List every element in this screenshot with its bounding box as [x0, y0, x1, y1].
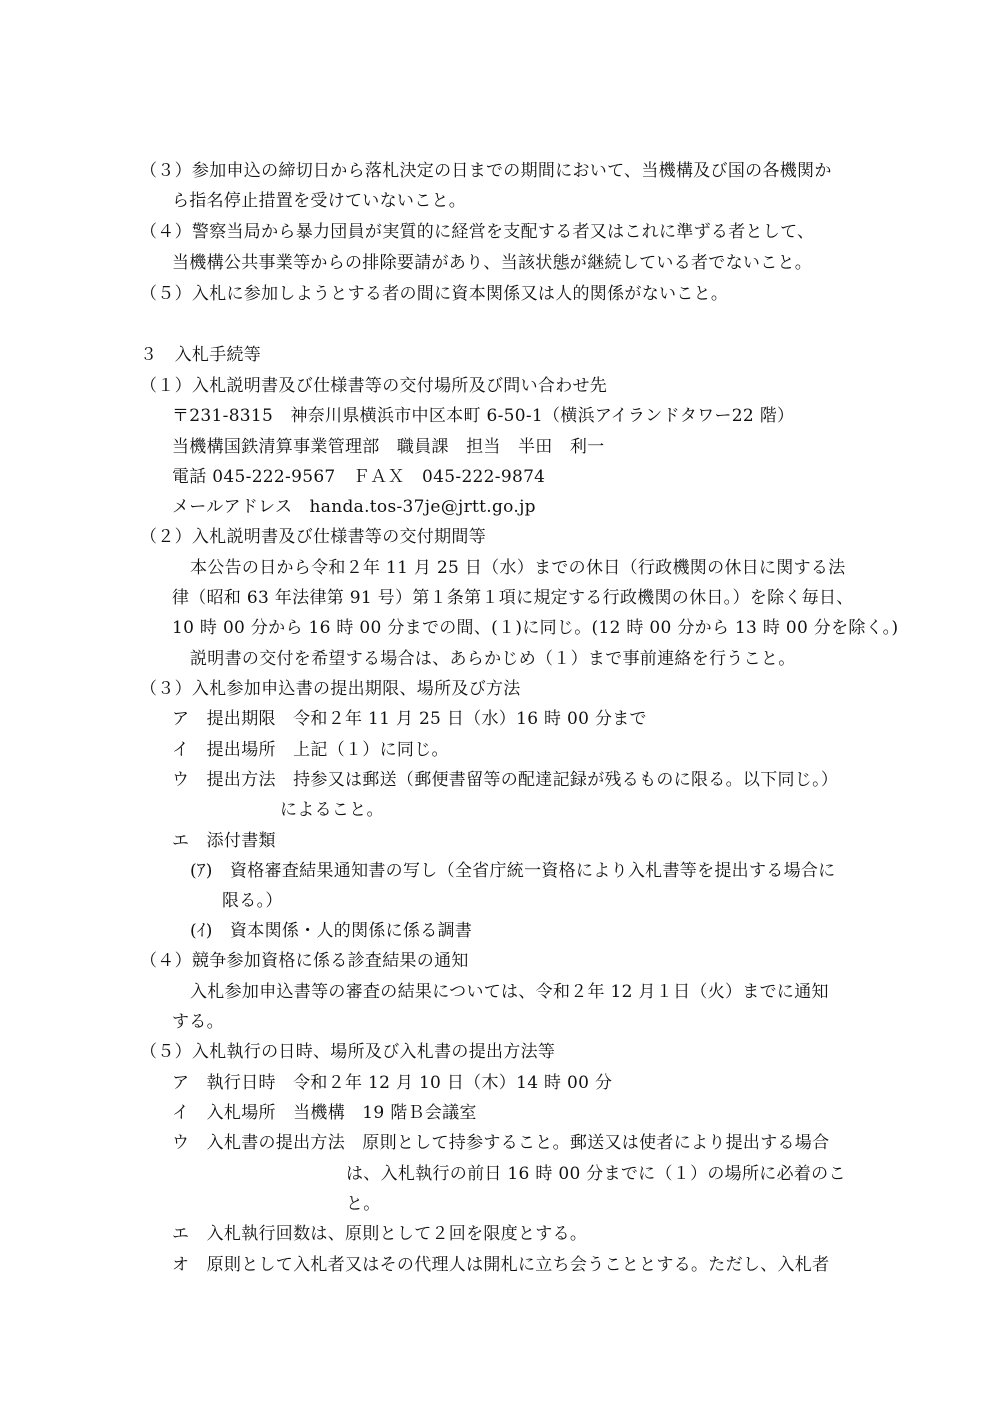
text-line: 説明書の交付を希望する場合は、あらかじめ（１）まで事前連絡を行うこと。 — [190, 649, 796, 669]
subsection-heading: （１）入札説明書及び仕様書等の交付場所及び問い合わせ先 — [140, 376, 608, 396]
list-item: ウ 入札書の提出方法 原則として持参すること。郵送又は使者により提出する場合 — [172, 1133, 830, 1153]
list-item: ウ 提出方法 持参又は郵送（郵便書留等の配達記録が残るものに限る。以下同じ。） — [172, 770, 839, 790]
text-line: は、入札執行の前日 16 時 00 分までに（１）の場所に必着のこ — [346, 1164, 846, 1184]
text-line: （３）参加申込の締切日から落札決定の日までの期間において、当機構及び国の各機関か — [140, 161, 832, 181]
text-line: 10 時 00 分から 16 時 00 分までの間、(１)に同じ。(12 時 00 分から 13 時 00 分を除く。) — [172, 618, 899, 638]
section-heading: ３ 入札手続等 — [140, 345, 262, 365]
list-item: イ 入札場所 当機構 19 階Ｂ会議室 — [172, 1103, 477, 1123]
list-item: ア 提出期限 令和２年 11 月 25 日（水）16 時 00 分まで — [172, 709, 647, 729]
email-line: メールアドレス handa.tos-37je@jrtt.go.jp — [172, 497, 536, 517]
text-line: 当機構国鉄清算事業管理部 職員課 担当 半田 利一 — [172, 437, 605, 457]
subsection-heading: （５）入札執行の日時、場所及び入札書の提出方法等 — [140, 1042, 556, 1062]
list-item: (ｲ) 資本関係・人的関係に係る調書 — [190, 921, 473, 941]
list-item: (ｱ) 資格審査結果通知書の写し（全省庁統一資格により入札書等を提出する場合に — [190, 861, 836, 881]
list-item: ア 執行日時 令和２年 12 月 10 日（木）14 時 00 分 — [172, 1073, 613, 1093]
text-line: 入札参加申込書等の審査の結果については、令和２年 12 月１日（火）までに通知 — [190, 982, 829, 1002]
text-line: 本公告の日から令和２年 11 月 25 日（水）までの休日（行政機関の休日に関する法 — [190, 558, 846, 578]
subsection-heading: （４）競争参加資格に係る診査結果の通知 — [140, 951, 469, 971]
list-item: エ 添付書類 — [172, 831, 276, 851]
text-line: 電話 045‐222‐9567 ＦＡＸ 045‐222‐9874 — [172, 467, 546, 487]
list-item: イ 提出場所 上記（１）に同じ。 — [172, 740, 449, 760]
text-line: （５）入札に参加しようとする者の間に資本関係又は人的関係がないこと。 — [140, 284, 729, 304]
subsection-heading: （２）入札説明書及び仕様書等の交付期間等 — [140, 527, 486, 547]
text-line: する。 — [172, 1012, 224, 1032]
text-line: 律（昭和 63 年法律第 91 号）第１条第１項に規定する行政機関の休日。）を除く毎日、 — [172, 588, 854, 608]
list-item: オ 原則として入札者又はその代理人は開札に立ち会うこととする。ただし、入札者 — [172, 1255, 830, 1275]
text-line: によること。 — [280, 800, 384, 820]
list-item: エ 入札執行回数は、原則として２回を限度とする。 — [172, 1224, 588, 1244]
text-line: （４）警察当局から暴力団員が実質的に経営を支配する者又はこれに準ずる者として、 — [140, 222, 815, 242]
subsection-heading: （３）入札参加申込書の提出期限、場所及び方法 — [140, 679, 521, 699]
text-line: ら指名停止措置を受けていないこと。 — [172, 191, 467, 211]
text-line: 当機構公共事業等からの排除要請があり、当該状態が継続している者でないこと。 — [172, 253, 813, 273]
text-line: 〒231-8315 神奈川県横浜市中区本町 6-50-1（横浜アイランドタワー22 階） — [172, 406, 795, 426]
text-line: と。 — [346, 1194, 381, 1214]
text-line: 限る。） — [222, 891, 283, 911]
